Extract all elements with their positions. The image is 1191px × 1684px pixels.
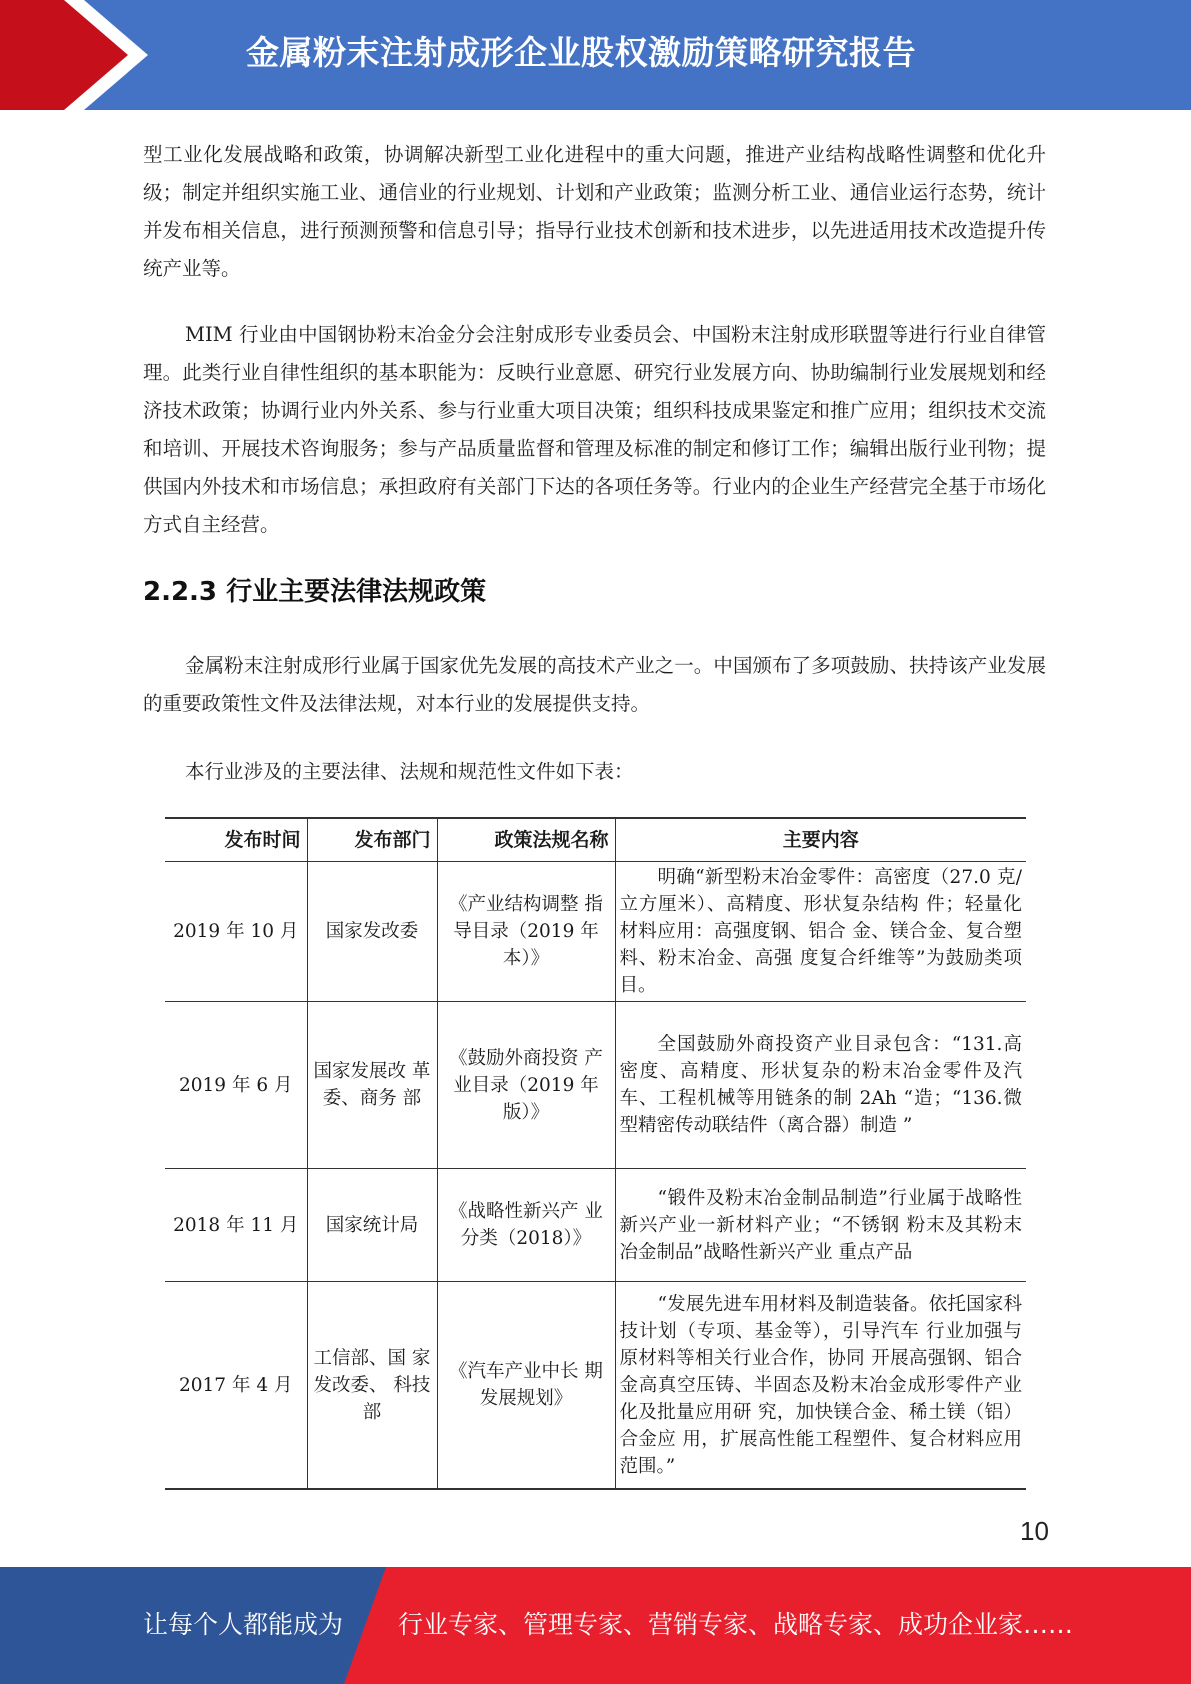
column-header-policy-name: 政策法规名称 (437, 818, 615, 862)
page-number: 10 (1020, 1516, 1049, 1546)
cell-policy-name: 《产业结构调整 指导目录（2019 年本）》 (437, 862, 615, 1002)
cell-main-content: 全国鼓励外商投资产业目录包含：“131.高密度、高精度、形状复杂的粉末冶金零件及汽车、工程机械等用链条的制 2Ah “造；“136.微型精密传动联结件（离合器）制造 ” (615, 1002, 1026, 1169)
table-row (165, 1002, 1026, 1169)
cell-department: 国家统计局 (307, 1169, 437, 1282)
table-header-row (165, 818, 1026, 862)
cell-policy-name: 《战略性新兴产 业分类（2018）》 (437, 1169, 615, 1282)
cell-date: 2018 年 11 月 (165, 1169, 307, 1282)
page-header (0, 0, 1191, 110)
paragraph-industry-self-regulation: MIM 行业由中国钢协粉末冶金分会注射成形专业委员会、中国粉末注射成形联盟等进行行业自律管理。此类行业自律性组织的基本职能为：反映行业意愿、研究行业发展方向、协助编制行业发展规划和经济技术政策；协调行业内外关系、参与行业重大项目决策；组织科技成果鉴定和推广应用；组织技术交流和培训、开展技术咨询服务；参与产品质量监督和管理及标准的制定和修订工作；编辑出版行业刊物；提供国内外技术和市场信息；承担政府有关部门下达的各项任务等。行业内的企业生产经营完全基于市场化方式自主经营。 (143, 323, 1046, 536)
cell-department: 国家发展改 革委、商务 部 (307, 1002, 437, 1169)
policy-table-container (165, 817, 1026, 1490)
cell-date: 2019 年 10 月 (165, 862, 307, 1002)
paragraph-table-intro: 本行业涉及的主要法律、法规和规范性文件如下表： (185, 760, 634, 783)
column-header-main-content: 主要内容 (615, 818, 1026, 862)
column-header-date: 发布时间 (165, 818, 307, 862)
cell-date: 2019 年 6 月 (165, 1002, 307, 1169)
report-title: 金属粉末注射成形企业股权激励策略研究报告 (246, 33, 916, 72)
cell-department: 国家发改委 (307, 862, 437, 1002)
section-heading: 2.2.3 行业主要法律法规政策 (143, 577, 487, 607)
page-footer (0, 1567, 1191, 1684)
footer-slogan-left: 让每个人都能成为 (143, 1610, 344, 1639)
table-row (165, 862, 1026, 1002)
table-row (165, 1169, 1026, 1282)
cell-policy-name: 《鼓励外商投资 产业目录（2019 年版）》 (437, 1002, 615, 1169)
paragraph-policy-support: 金属粉末注射成形行业属于国家优先发展的高技术产业之一。中国颁布了多项鼓励、扶持该产业发展的重要政策性文件及法律法规，对本行业的发展提供支持。 (143, 654, 1046, 715)
policy-table (165, 817, 1026, 1490)
cell-department: 工信部、国 家发改委、 科技部 (307, 1282, 437, 1490)
cell-main-content: “发展先进车用材料及制造装备。依托国家科技计划（专项、基金等），引导汽车 行业加强与原材料等相关行业合作，协同 开展高强钢、铝合金高真空压铸、半固态及粉末冶金成形零件产业化及批量应用研 究，加快镁合金、稀土镁（铝）合金应 用，扩展高性能工程塑件、复合材料应用 范围。” (615, 1282, 1026, 1490)
column-header-department: 发布部门 (307, 818, 437, 862)
cell-main-content: 明确“新型粉末冶金零件：高密度（27.0 克/立方厘米）、高精度、形状复杂结构 件；轻量化材料应用：高强度钢、铝合 金、镁合金、复合塑料、粉末冶金、高强 度复合纤维等”为鼓励类项目。 (615, 862, 1026, 1002)
cell-policy-name: 《汽车产业中长 期发展规划》 (437, 1282, 615, 1490)
table-row (165, 1282, 1026, 1490)
cell-date: 2017 年 4 月 (165, 1282, 307, 1490)
cell-main-content: “锻件及粉末冶金制品制造”行业属于战略性新兴产业一新材料产业；“不锈钢 粉末及其粉末冶金制品”战略性新兴产业 重点产品 (615, 1169, 1026, 1282)
paragraph-ministry-duties: 型工业化发展战略和政策，协调解决新型工业化进程中的重大问题，推进产业结构战略性调整和优化升级；制定并组织实施工业、通信业的行业规划、计划和产业政策；监测分析工业、通信业运行态势，统计并发布相关信息，进行预测预警和信息引导；指导行业技术创新和技术进步，以先进适用技术改造提升传统产业等。 (143, 143, 1046, 280)
footer-slogan-right: 行业专家、管理专家、营销专家、战略专家、成功企业家…… (398, 1610, 1074, 1639)
